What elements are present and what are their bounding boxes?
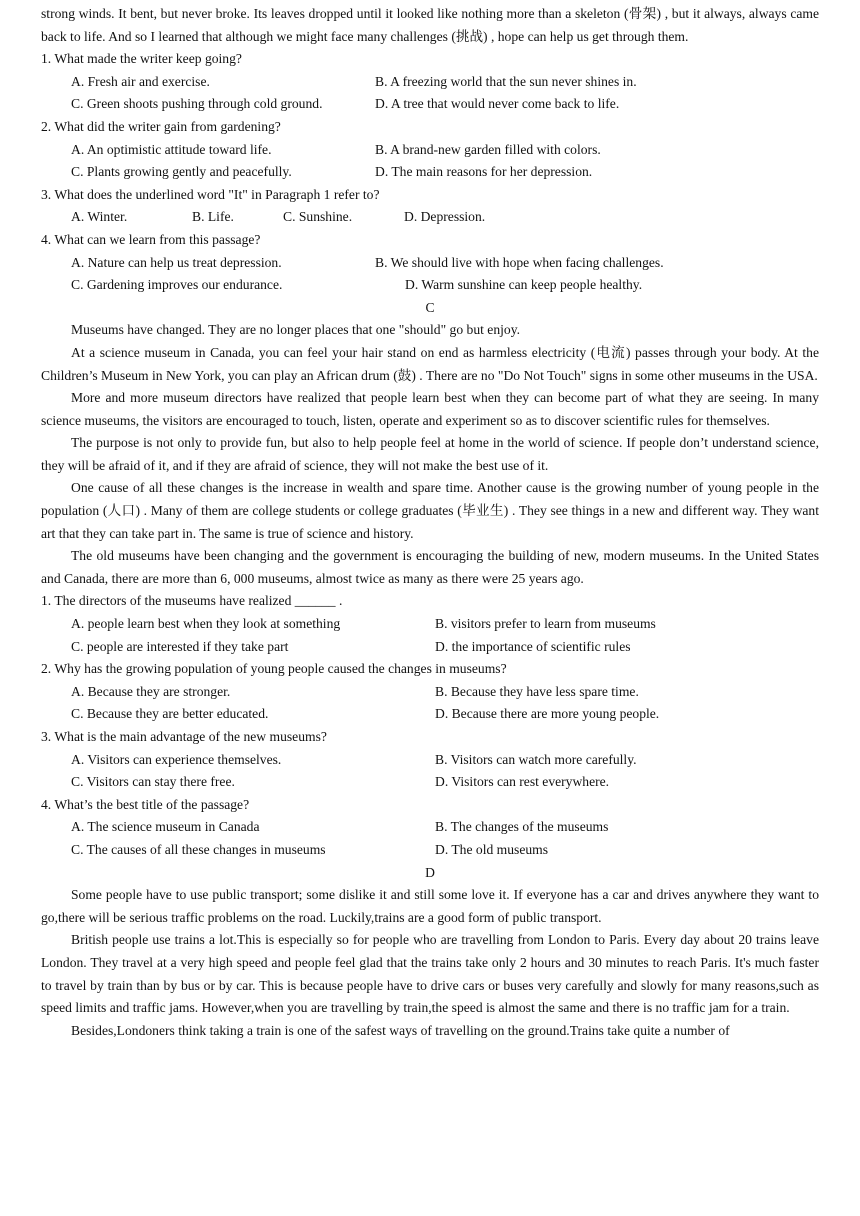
option-a: A. An optimistic attitude toward life. [71, 141, 272, 157]
option-d: D. Because there are more young people. [435, 706, 660, 722]
question [41, 48, 819, 116]
question [41, 590, 819, 658]
question [41, 794, 819, 862]
paragraph: Museums have changed. They are no longer places that one "should" go but enjoy. [71, 322, 521, 338]
option-b: B. Life. [192, 209, 234, 225]
section-heading-c: C [425, 299, 435, 315]
question [41, 229, 819, 297]
passage-c [41, 319, 819, 590]
option-c: C. Sunshine. [283, 209, 353, 225]
paragraph: More and more museum directors have realized that people learn best when they can become part of what they are seeing. In many science museums, the visitors are encouraged to touch, listen, operate and experiment so as to discover scientific rules for themselves. [41, 390, 819, 428]
option-b: B. The changes of the museums [435, 819, 609, 835]
option-a: A. people learn best when they look at something [71, 616, 341, 632]
question [41, 116, 819, 184]
option-c: C. The causes of all these changes in museums [71, 841, 326, 857]
option-d: D. Warm sunshine can keep people healthy. [405, 277, 643, 293]
option-b: B. A brand-new garden filled with colors. [375, 141, 601, 157]
option-b: B. visitors prefer to learn from museums [435, 616, 656, 632]
question [41, 184, 819, 229]
option-b: B. Visitors can watch more carefully. [435, 751, 637, 767]
option-c: C. Plants growing gently and peacefully. [71, 164, 292, 180]
option-c: C. Visitors can stay there free. [71, 774, 235, 790]
option-b: B. Because they have less spare time. [435, 683, 639, 699]
paragraph: At a science museum in Canada, you can feel your hair stand on end as harmless electricity (电流) passes through your body. At the Children’s Museum in New York, you can play an African drum (鼓) . There are no "Do Not Touch" signs in some other museums in the USA. [41, 344, 819, 383]
option-a: A. Fresh air and exercise. [71, 73, 210, 89]
option-d: D. Visitors can rest everywhere. [435, 774, 610, 790]
paragraph: The old museums have been changing and the government is encouraging the building of new, modern museums. In the United States and Canada, there are more than 6, 000 museums, almost twice as many as there were 25 years ago. [41, 548, 819, 586]
question-text: 1. What made the writer keep going? [41, 51, 242, 67]
passage-b-ending: strong winds. It bent, but never broke. Its leaves dropped until it looked like nothing more than a skeleton (骨架) , but it always, always came back to life. And so I learned that although we might face many challenges (挑战) , hope can help us get through them. [41, 6, 819, 44]
question-text: 3. What does the underlined word "It" in Paragraph 1 refer to? [41, 186, 380, 202]
option-a: A. Winter. [71, 209, 128, 225]
option-a: A. Visitors can experience themselves. [71, 751, 282, 767]
option-a: A. The science museum in Canada [71, 819, 260, 835]
option-c: C. Because they are better educated. [71, 706, 269, 722]
option-b: B. We should live with hope when facing challenges. [375, 254, 664, 270]
questions-c [41, 590, 819, 861]
questions-b [41, 48, 819, 297]
paragraph: Besides,Londoners think taking a train is one of the safest ways of travelling on the ground.Trains take quite a number of [71, 1022, 730, 1038]
question-text: 2. What did the writer gain from gardening? [41, 118, 281, 134]
question-text: 4. What can we learn from this passage? [41, 231, 261, 247]
passage-d [41, 884, 819, 1042]
paragraph: The purpose is not only to provide fun, but also to help people feel at home in the world of science. If people don’t understand science, they will be afraid of it, and if they are afraid of science, they will not make the best use of it. [41, 435, 819, 473]
paragraph: Some people have to use public transport; some dislike it and still some love it. If everyone has a car and drives anywhere they want to go,there will be serious traffic problems on the road. Luckily,trains are a good form of public transport. [41, 887, 819, 925]
option-c: C. Green shoots pushing through cold ground. [71, 96, 323, 112]
question [41, 658, 819, 726]
option-a: A. Nature can help us treat depression. [71, 254, 282, 270]
paragraph: British people use trains a lot.This is especially so for people who are travelling from London to Paris. Every day about 20 trains leave London. They travel at a very high speed and people feel glad that the trains take only 2 hours and 30 minutes to reach Paris. It's much faster to travel by train than by bus or by car. This is because people have to drive cars or buses very carefully and slowly for many reasons,such as speed limits and traffic jams. However,when you are travelling by train,the speed is almost the same and there is no traffic jam for a train. [41, 932, 819, 1016]
option-d: D. The old museums [435, 841, 549, 857]
option-d: D. A tree that would never come back to life. [375, 96, 620, 112]
option-d: D. the importance of scientific rules [435, 638, 631, 654]
option-c: C. Gardening improves our endurance. [71, 277, 283, 293]
option-c: C. people are interested if they take part [71, 638, 289, 654]
question-text: 2. Why has the growing population of young people caused the changes in museums? [41, 661, 507, 677]
question-text: 1. The directors of the museums have realized ______ . [41, 593, 343, 609]
option-d: D. Depression. [404, 209, 486, 225]
section-heading-d: D [425, 864, 435, 880]
question-text: 3. What is the main advantage of the new museums? [41, 729, 327, 744]
option-d: D. The main reasons for her depression. [375, 164, 593, 180]
option-b: B. A freezing world that the sun never shines in. [375, 73, 637, 89]
paragraph: One cause of all these changes is the increase in wealth and spare time. Another cause is the growing number of young people in the population (人口) . Many of them are college students or college graduates (毕业生) . They see things in a new and different way. They want art that they can take part in. The same is true of science and history. [41, 480, 819, 541]
question-text: 4. What’s the best title of the passage? [41, 796, 250, 812]
option-a: A. Because they are stronger. [71, 683, 231, 699]
question [41, 726, 819, 794]
